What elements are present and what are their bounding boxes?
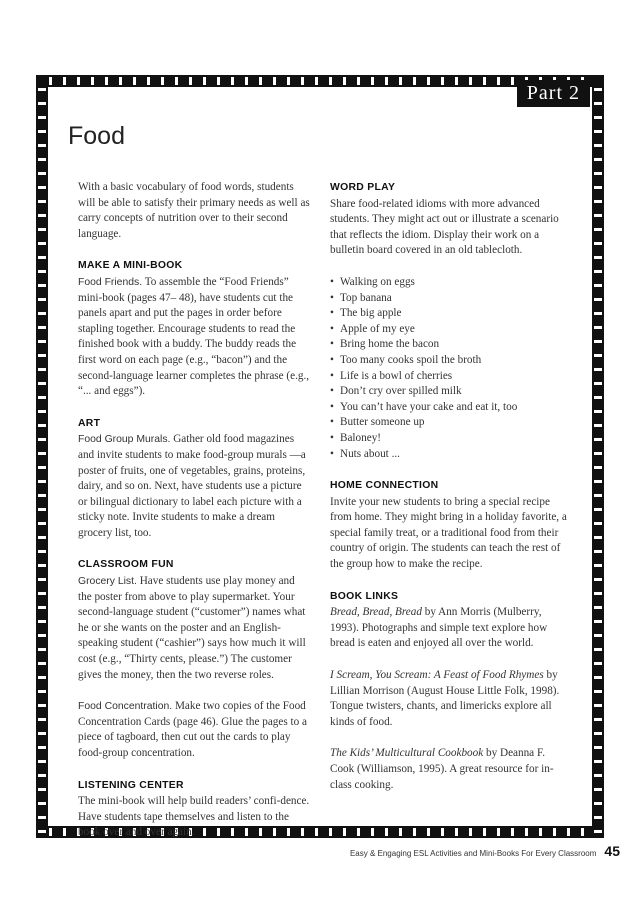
page-footer [350, 843, 620, 859]
home-connection-heading: HOME CONNECTION [330, 480, 439, 492]
list-item: • Nuts about ... [330, 447, 570, 463]
mini-book-text: To assemble the “Food Friends” mini-book (pages 47– 48), have students cut the panels apart and put the pages in order before stapling together. Encourage students to read the finished book with a buddy. The buddy reads the first word on each page (e.g., “bacon”) and the second-language learner completes the phrase (e.g., “... and eggs”). [78, 275, 310, 398]
checkered-border-right [592, 75, 604, 838]
list-item: • Bring home the bacon [330, 337, 570, 353]
art-text: Gather old food magazines and invite students to make food-group murals —a poster of fruits, one of vegetables, grains, proteins, dairy, and so on. Next, have students use a picture or bilingual dictionary to label each picture with a sticky note. Invite students to make a dream grocery list, too. [78, 433, 306, 539]
list-item: • Walking on eggs [330, 275, 570, 291]
listening-paragraph: The mini-book will help build readers’ confi-dence. Have students tape themselves and listen to the book over and over again. [78, 795, 310, 839]
word-play-heading: WORD PLAY [330, 182, 396, 193]
mini-book-paragraph [78, 275, 310, 400]
list-item: • Too many cooks spoil the broth [330, 353, 570, 369]
book-desc-1: by Ann Morris (Mulberry, 1993). Photographs and simple text explore how bread is eaten and enjoyed all over the world. [330, 606, 548, 650]
word-play-paragraph: Share food-related idioms with more advanced students. They might act out or illustrate a scenario that reflects the idiom. Display their work on a bulletin board covered in an old tablecloth. [330, 197, 559, 257]
list-item: • Baloney! [330, 431, 570, 447]
list-item: • Apple of my eye [330, 322, 570, 338]
art-heading: ART [78, 417, 101, 429]
page-title: Food [68, 122, 125, 150]
book-link-3 [330, 746, 570, 793]
footer-text: Easy & Engaging ESL Activities and Mini-Books For Every Classroom [349, 849, 597, 858]
list-item: • Butter someone up [330, 415, 570, 431]
checkered-border-left [36, 75, 48, 838]
classroom-fun-paragraph [78, 574, 310, 683]
mini-book-heading: MAKE A MINI-BOOK [78, 260, 183, 272]
art-paragraph [78, 432, 310, 541]
list-item: • Don’t cry over spilled milk [330, 384, 570, 400]
book-desc-3: by Deanna F. Cook (Williamson, 1995). A great resource for in-class cooking. [330, 747, 554, 791]
right-column [330, 180, 570, 809]
concentration-paragraph [78, 699, 310, 761]
list-item: • Life is a bowl of cherries [330, 369, 570, 385]
classroom-fun-text: Have students use play money and the poster from above to play supermarket. Your second-language student (“customer”) names what he or she wants on the poster and an English-speaking student (“cashier”) says how much it will cost (e.g., “Thirty cents, please.”) The customer gives the money, then the two reverse roles. [78, 575, 306, 681]
left-column [78, 180, 310, 857]
concentration-lead: Food Concentration. [78, 701, 173, 713]
classroom-fun-heading: CLASSROOM FUN [78, 559, 174, 571]
book-link-2 [330, 668, 570, 730]
list-item: • You can’t have your cake and eat it, too [330, 400, 570, 416]
book-title-3: The Kids’ Multicultural Cookbook [330, 747, 484, 760]
home-connection-paragraph: Invite your new students to bring a special recipe from home. They might bring in a holiday favorite, a special family treat, or a traditional food from their country of origin. The students can teach the rest of the group how to make the recipe. [330, 495, 567, 571]
list-item: • Top banana [330, 291, 570, 307]
part-label: Part 2 [517, 80, 590, 107]
page-number: 45 [604, 843, 620, 859]
book-link-1 [330, 605, 570, 652]
listening-heading: LISTENING CENTER [78, 779, 184, 791]
classroom-fun-lead: Grocery List. [78, 576, 137, 588]
mini-book-lead: Food Friends. [78, 276, 143, 288]
book-links-heading: BOOK LINKS [330, 590, 399, 602]
book-title-1: Bread, Bread, Bread [330, 606, 422, 619]
list-item: • The big apple [330, 306, 570, 322]
intro-paragraph: With a basic vocabulary of food words, students will be able to satisfy their primary needs as well as carry concepts of nutrition over to their second language. [78, 181, 310, 240]
book-desc-2: by Lillian Morrison (August House Little Folk, 1998). Tongue twisters, chants, and limericks explore all kinds of food. [330, 669, 560, 728]
concentration-text: Make two copies of the Food Concentration Cards (page 46). Glue the pages to a piece of tagboard, then cut out the cards to play food-group concentration. [78, 700, 307, 759]
idiom-list [330, 275, 570, 462]
art-lead: Food Group Murals. [78, 434, 171, 446]
book-title-2: I Scream, You Scream: A Feast of Food Rhymes [330, 669, 544, 682]
